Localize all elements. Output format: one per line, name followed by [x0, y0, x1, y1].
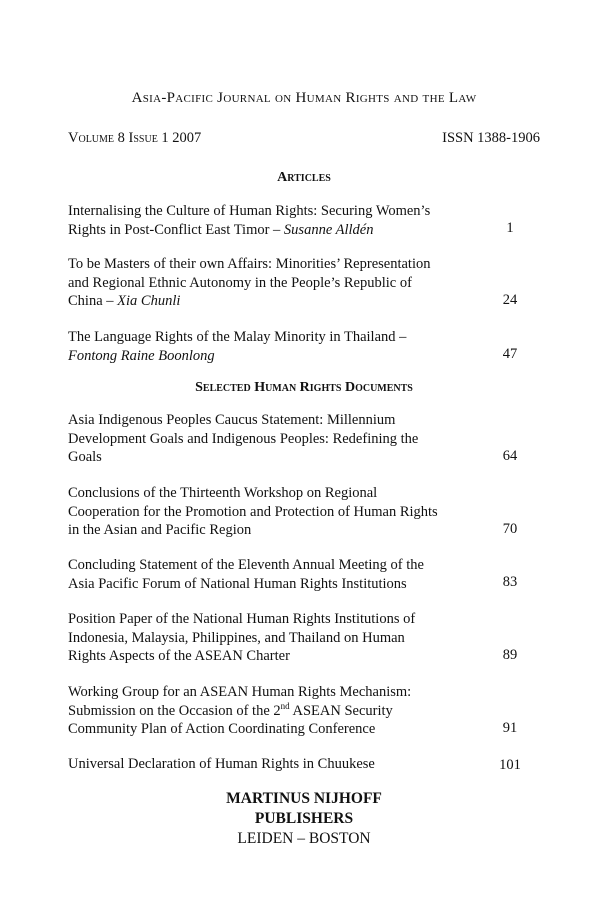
article-author: Fontong Raine Boonlong [68, 347, 215, 364]
article-page-number: 47 [502, 346, 518, 362]
article-page-number: 1 [506, 220, 514, 236]
articles-heading: Articles [277, 170, 331, 185]
article-title-line: The Language Rights of the Malay Minority in Thailand – [68, 329, 407, 345]
article-title-line: China – [68, 293, 118, 309]
document-title-line: in the Asian and Pacific Region [68, 522, 252, 538]
publisher-line2: PUBLISHERS [254, 810, 354, 827]
article-entry [68, 255, 468, 311]
document-entry [68, 411, 468, 467]
article-author: Xia Chunli [117, 293, 181, 309]
article-author: Susanne Alldén [283, 221, 374, 238]
document-title-line: Goals [68, 449, 102, 465]
volume-line [68, 130, 540, 147]
document-title-line: Working Group for an ASEAN Human Rights Mechanism: [68, 684, 412, 700]
document-title-line: Asia Indigenous Peoples Caucus Statement: Millennium [68, 412, 396, 428]
publisher-location: LEIDEN – BOSTON [237, 830, 371, 847]
document-title-line: Universal Declaration of Human Rights in Chuukese [68, 756, 375, 772]
document-page-number: 70 [502, 521, 518, 537]
document-title-line: Submission on the Occasion of the 2 [68, 702, 281, 719]
document-entry [68, 556, 468, 593]
ordinal-suffix: nd [280, 700, 290, 711]
document-entry [68, 683, 468, 739]
article-title-line: and Regional Ethnic Autonomy in the People’s Republic of [68, 274, 412, 291]
document-title-line: Conclusions of the Thirteenth Workshop on Regional [68, 485, 378, 501]
article-title-line: To be Masters of their own Affairs: Minorities’ Representation [68, 256, 431, 272]
document-entry [68, 755, 468, 774]
document-title-line: Position Paper of the National Human Rights Institutions of [68, 611, 416, 627]
document-page-number: 83 [502, 574, 518, 590]
document-entry [68, 610, 468, 666]
document-title-line: Community Plan of Action Coordinating Conference [68, 721, 376, 737]
document-title-line: ASEAN Security [289, 702, 393, 719]
document-title-line: Cooperation for the Promotion and Protection of Human Rights [68, 503, 438, 520]
documents-heading: Selected Human Rights Documents [195, 380, 413, 395]
volume-issue: Volume 8 Issue 1 2007 [68, 130, 202, 146]
document-title-line: Concluding Statement of the Eleventh Annual Meeting of the [68, 557, 424, 573]
article-title-line: Rights in Post-Conflict East Timor – [68, 221, 284, 238]
document-title-line: Asia Pacific Forum of National Human Rights Institutions [68, 575, 407, 592]
document-title-line: Rights Aspects of the ASEAN Charter [68, 648, 290, 664]
document-page-number: 89 [502, 647, 518, 663]
publisher-name: MARTINUS NIJHOFF [226, 790, 382, 807]
document-page-number: 64 [502, 448, 518, 464]
publisher-block [0, 789, 608, 849]
article-title-line: Internalising the Culture of Human Rights: Securing Women’s [68, 203, 431, 219]
document-page-number: 91 [502, 720, 518, 736]
article-entry [68, 202, 468, 239]
article-entry [68, 328, 468, 365]
document-title-line: Indonesia, Malaysia, Philippines, and Thailand on Human [68, 629, 405, 646]
article-page-number: 24 [502, 292, 518, 308]
document-page-number: 101 [499, 757, 521, 773]
document-title-line: Development Goals and Indigenous Peoples: Redefining the [68, 430, 419, 447]
issn: ISSN 1388-1906 [442, 130, 540, 146]
document-entry [68, 484, 468, 540]
journal-title: Asia-Pacific Journal on Human Rights and the Law [131, 90, 477, 106]
